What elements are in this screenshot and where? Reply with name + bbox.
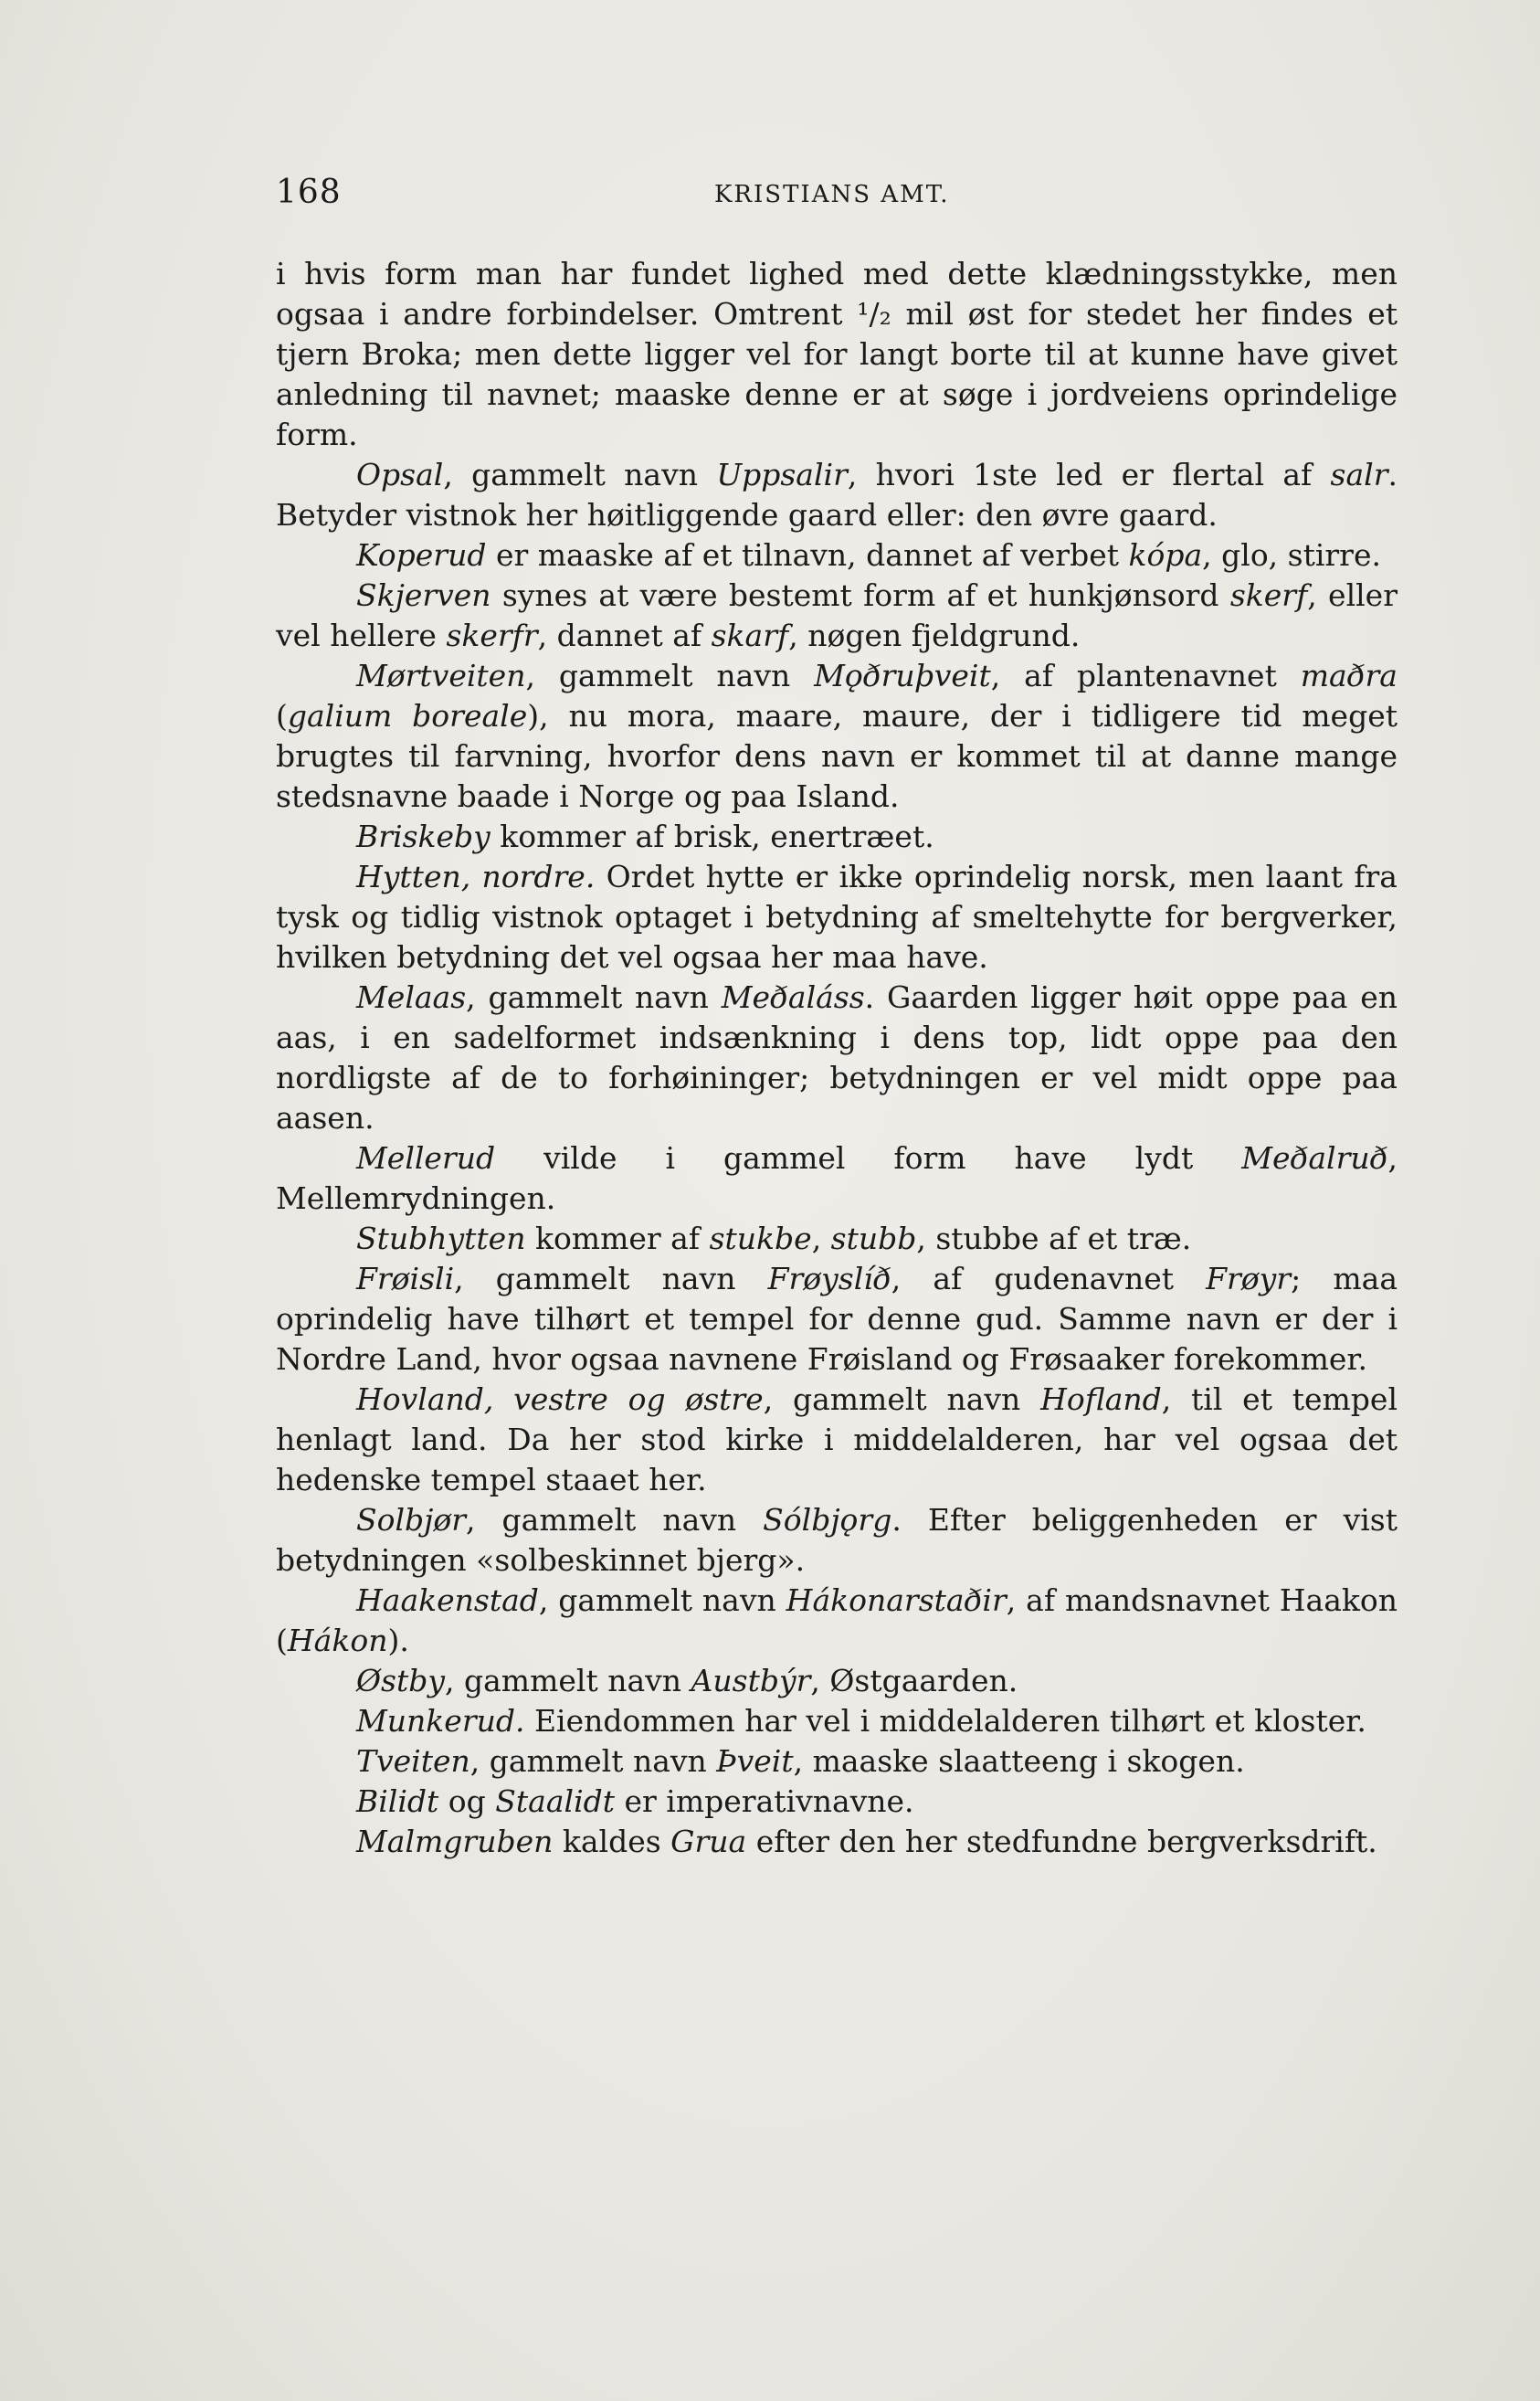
page-header (276, 174, 1390, 228)
place-name-entry: Skjerven synes at være bestemt form af et hunkjønsord skerf, eller vel hellere skerfr, dannet af skarf, nøgen fjeldgrund. (276, 577, 1398, 653)
place-name-entry: Haakenstad, gammelt navn Hákonarstaðir, af mandsnavnet Haakon (Hákon). (276, 1582, 1398, 1658)
place-name-entry: Stubhytten kommer af stukbe, stubb, stubbe af et træ. (356, 1221, 1192, 1256)
place-name-entry: Melaas, gammelt navn Meðaláss. Gaarden ligger høit oppe paa en aas, i en sadelformet indsænkning i dens top, lidt oppe paa den nordligste af de to forhøininger; betydningen er vel midt oppe paa aasen. (276, 979, 1398, 1136)
place-name-entry: Tveiten, gammelt navn Þveit, maaske slaatteeng i skogen. (356, 1743, 1245, 1779)
place-name-entry: Bilidt og Staalidt er imperativnavne. (356, 1783, 914, 1819)
place-name-entry: Solbjør, gammelt navn Sólbjǫrg. Efter beliggenheden er vist betydningen «solbeskinnet bjerg». (276, 1502, 1398, 1578)
place-name-entry: Opsal, gammelt navn Uppsalir, hvori 1ste led er flertal af salr. Betyder vistnok her høitliggende gaard eller: den øvre gaard. (276, 457, 1398, 533)
place-name-entry: Koperud er maaske af et tilnavn, dannet af verbet kópa, glo, stirre. (356, 537, 1381, 573)
place-name-entry: Mellerud vilde i gammel form have lydt Meðalruð, Mellemrydningen. (276, 1140, 1398, 1216)
place-name-entry: Østby, gammelt navn Austbýr, Østgaarden. (356, 1663, 1018, 1698)
place-name-entry: Mørtveiten, gammelt navn Mǫðruþveit, af plantenavnet maðra (galium boreale), nu mora, maare, maure, der i tidligere tid meget brugtes til farvning, hvorfor dens navn er kommet til at danne mange stedsnavne baade i Norge og paa Island. (276, 658, 1398, 814)
place-name-entry: Briskeby kommer af brisk, enertræet. (356, 819, 934, 854)
place-name-entry: Munkerud. Eiendommen har vel i middelalderen tilhørt et kloster. (356, 1703, 1366, 1739)
running-head: KRISTIANS AMT. (714, 181, 950, 208)
continued-paragraph: i hvis form man har fundet lighed med dette klædningsstykke, men ogsaa i andre forbindelser. Omtrent ¹/₂ mil øst for stedet her findes et tjern Broka; men dette ligger vel for langt borte til at kunne have givet anledning til navnet; maaske denne er at søge i jordveiens oprindelige form. (276, 256, 1398, 452)
place-name-entry: Hovland, vestre og østre, gammelt navn Hofland, til et tempel henlagt land. Da her stod kirke i middelalderen, har vel ogsaa det hedenske tempel staaet her. (276, 1381, 1398, 1497)
page-number: 168 (276, 174, 342, 211)
page-body (276, 254, 1398, 1862)
place-name-entry: Hytten, nordre. Ordet hytte er ikke oprindelig norsk, men laant fra tysk og tidlig vistnok optaget i betydning af smeltehytte for bergverker, hvilken betydning det vel ogsaa her maa have. (276, 859, 1398, 975)
place-name-entry: Frøisli, gammelt navn Frøyslíð, af gudenavnet Frøyr; maa oprindelig have tilhørt et tempel for denne gud. Samme navn er der i Nordre Land, hvor ogsaa navnene Frøisland og Frøsaaker forekommer. (276, 1261, 1398, 1377)
place-name-entry: Malmgruben kaldes Grua efter den her stedfundne bergverksdrift. (356, 1824, 1377, 1859)
